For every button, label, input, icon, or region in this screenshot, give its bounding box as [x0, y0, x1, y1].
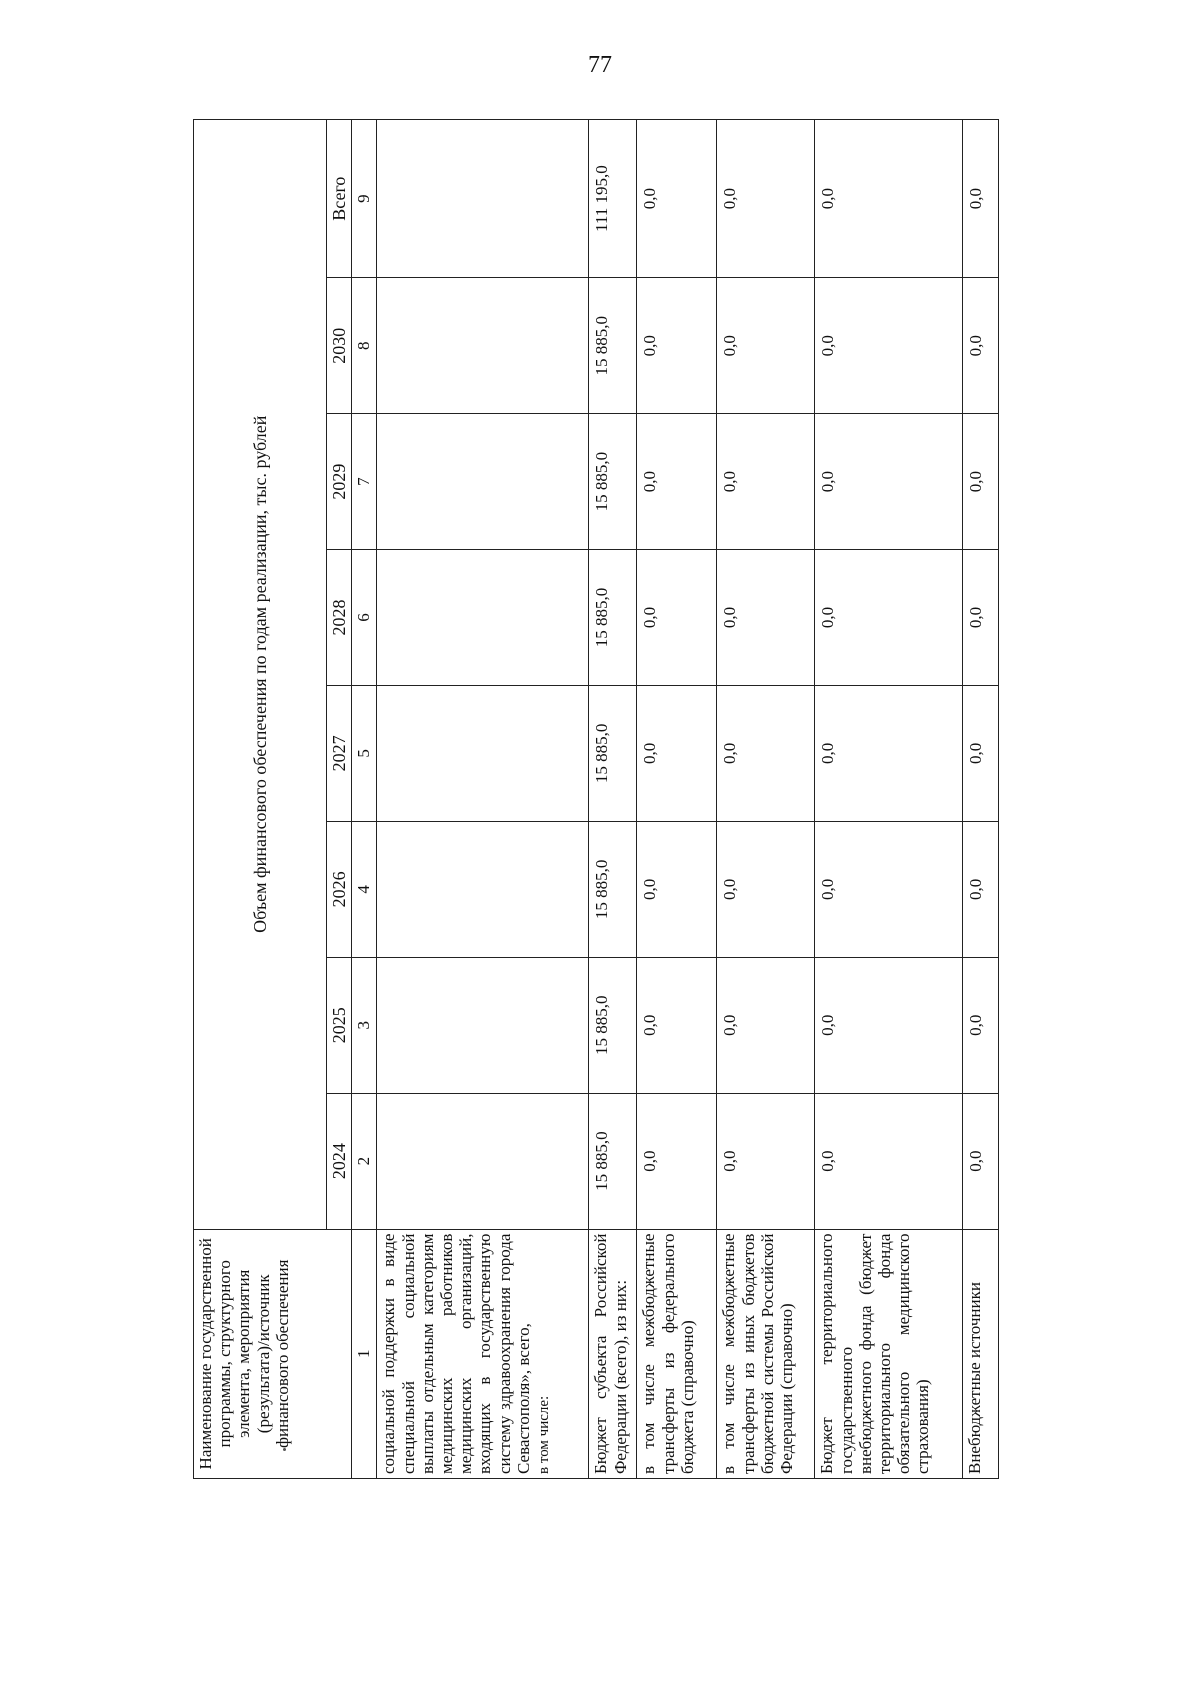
header-year: 2025 — [327, 957, 352, 1093]
cell-value — [377, 278, 589, 414]
table-row-measure — [377, 120, 589, 1479]
rotated-table-container — [193, 119, 1025, 1479]
column-index: 3 — [352, 957, 377, 1093]
cell-value — [377, 414, 589, 550]
cell-value: 0,0 — [815, 957, 963, 1093]
header-row-1 — [194, 120, 327, 1479]
cell-value: 0,0 — [963, 1093, 999, 1229]
header-year: 2029 — [327, 414, 352, 550]
cell-value: 0,0 — [815, 821, 963, 957]
cell-value — [377, 550, 589, 686]
cell-value: 0,0 — [963, 278, 999, 414]
financing-table — [193, 119, 999, 1479]
cell-value: 0,0 — [815, 685, 963, 821]
row-name: Бюджет территориального государственного внебюджетного фонда (бюджет территориального фонда обязательного медицинского страхования) — [815, 1229, 963, 1478]
cell-value: 0,0 — [717, 685, 815, 821]
cell-value: 0,0 — [963, 414, 999, 550]
cell-value: 15 885,0 — [589, 821, 637, 957]
column-index-row — [352, 120, 377, 1479]
header-year: 2027 — [327, 685, 352, 821]
column-index: 7 — [352, 414, 377, 550]
cell-value — [377, 821, 589, 957]
cell-value: 0,0 — [637, 278, 717, 414]
cell-value — [377, 120, 589, 278]
header-year: 2028 — [327, 550, 352, 686]
header-name-column: Наименование государственной программы, структурного элемента, мероприятия (результата)/источник финансового обеспечения — [194, 1229, 352, 1478]
table-row — [717, 120, 815, 1479]
cell-value: 15 885,0 — [589, 550, 637, 686]
cell-value: 0,0 — [637, 120, 717, 278]
cell-value: 0,0 — [717, 821, 815, 957]
cell-value: 0,0 — [815, 278, 963, 414]
cell-value: 0,0 — [815, 1093, 963, 1229]
cell-value: 15 885,0 — [589, 278, 637, 414]
cell-value: 0,0 — [815, 120, 963, 278]
cell-value — [377, 1093, 589, 1229]
cell-value — [377, 685, 589, 821]
row-name-text: социальной поддержки в виде специальной социальной выплаты отдельным категориям медицинских работников медицинских организаций, входящих в государственную систему здравоохранения города Севастополя», всего, — [379, 1233, 533, 1474]
row-name: Внебюджетные источники — [963, 1229, 999, 1478]
cell-value: 111 195,0 — [589, 120, 637, 278]
cell-value: 0,0 — [963, 821, 999, 957]
header-total: Всего — [327, 120, 352, 278]
table-row — [637, 120, 717, 1479]
header-year: 2026 — [327, 821, 352, 957]
cell-value — [377, 957, 589, 1093]
cell-value: 0,0 — [637, 685, 717, 821]
table-row — [815, 120, 963, 1479]
cell-value: 0,0 — [963, 685, 999, 821]
cell-value: 0,0 — [815, 550, 963, 686]
page-number: 77 — [588, 52, 612, 78]
cell-value: 0,0 — [717, 957, 815, 1093]
row-subnote: в том числе: — [535, 1395, 552, 1474]
cell-value: 15 885,0 — [589, 414, 637, 550]
row-name — [377, 1229, 589, 1478]
table-row — [589, 120, 637, 1479]
column-index: 4 — [352, 821, 377, 957]
column-index: 5 — [352, 685, 377, 821]
cell-value: 0,0 — [717, 1093, 815, 1229]
cell-value: 15 885,0 — [589, 957, 637, 1093]
cell-value: 0,0 — [717, 550, 815, 686]
header-group-title: Объем финансового обеспечения по годам реализации, тыс. рублей — [194, 120, 327, 1230]
column-index: 2 — [352, 1093, 377, 1229]
cell-value: 0,0 — [637, 550, 717, 686]
row-name: в том числе межбюджетные трансферты из федерального бюджета (справочно) — [637, 1229, 717, 1478]
column-index: 8 — [352, 278, 377, 414]
cell-value: 0,0 — [637, 957, 717, 1093]
row-name: Бюджет субъекта Российской Федерации (всего), из них: — [589, 1229, 637, 1478]
cell-value: 0,0 — [637, 1093, 717, 1229]
header-year: 2030 — [327, 278, 352, 414]
cell-value: 0,0 — [637, 821, 717, 957]
cell-value: 0,0 — [637, 414, 717, 550]
cell-value: 0,0 — [963, 550, 999, 686]
cell-value: 0,0 — [717, 278, 815, 414]
table-row — [963, 120, 999, 1479]
cell-value: 15 885,0 — [589, 1093, 637, 1229]
column-index: 1 — [352, 1229, 377, 1478]
cell-value: 0,0 — [717, 414, 815, 550]
cell-value: 0,0 — [963, 120, 999, 278]
header-year: 2024 — [327, 1093, 352, 1229]
cell-value: 15 885,0 — [589, 685, 637, 821]
row-name: в том числе межбюджетные трансферты из иных бюджетов бюджетной системы Российской Федерации (справочно) — [717, 1229, 815, 1478]
column-index: 9 — [352, 120, 377, 278]
cell-value: 0,0 — [717, 120, 815, 278]
cell-value: 0,0 — [815, 414, 963, 550]
column-index: 6 — [352, 550, 377, 686]
cell-value: 0,0 — [963, 957, 999, 1093]
